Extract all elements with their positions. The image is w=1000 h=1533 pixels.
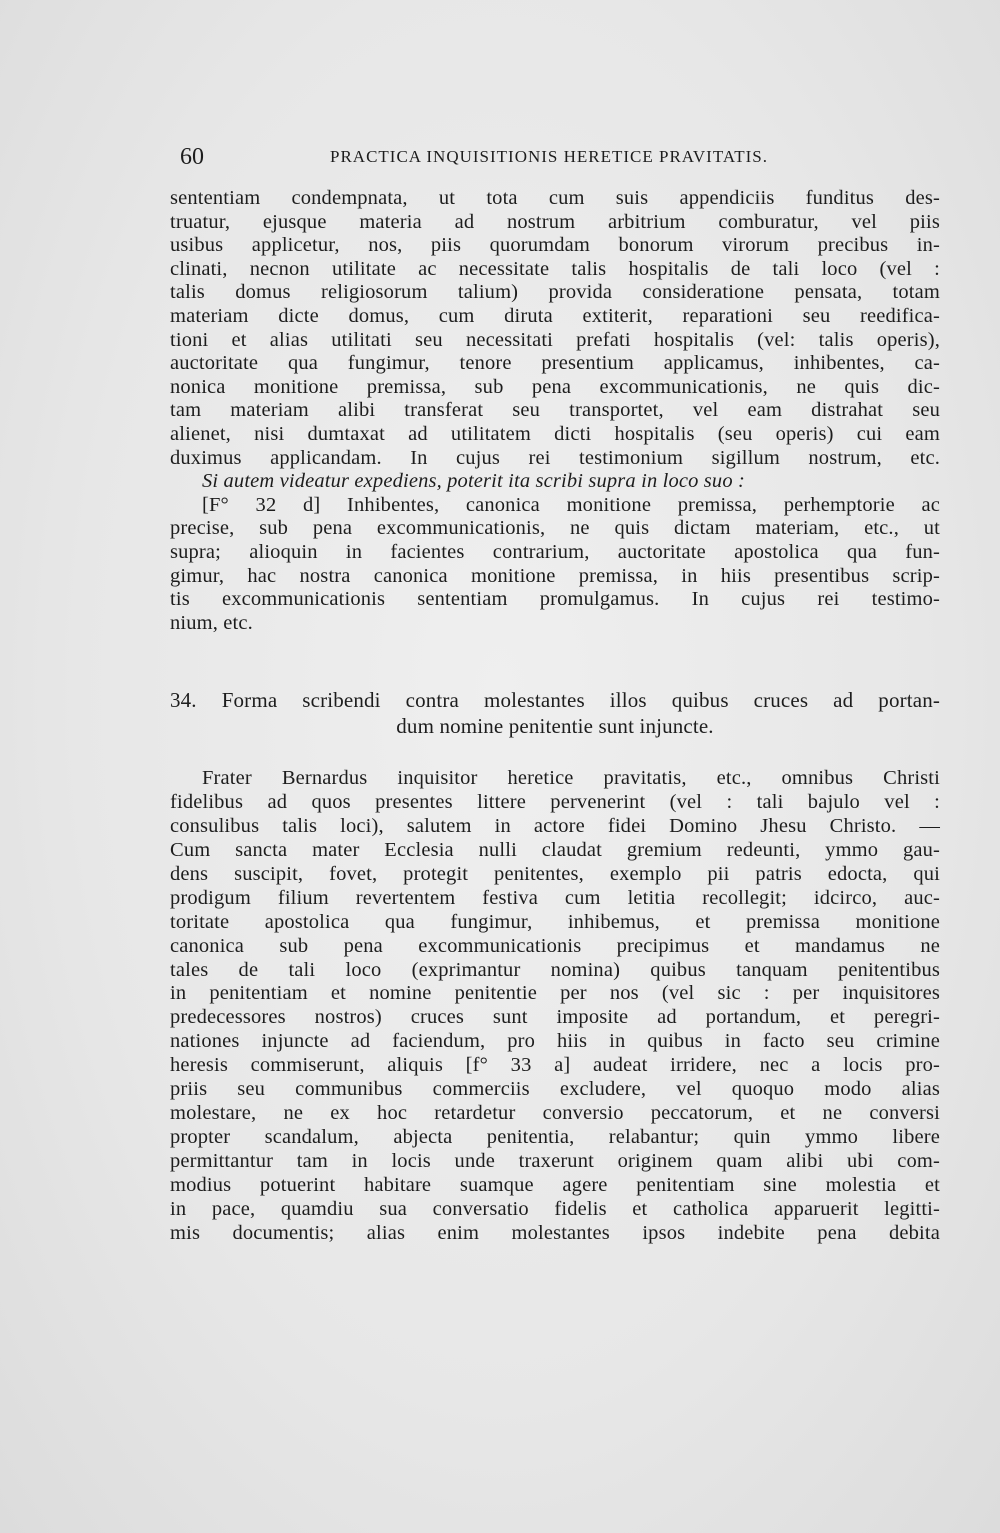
text-line: Frater Bernardus inquisitor heretice pravitatis, etc., omnibus Christi xyxy=(202,767,940,790)
text-line: propter scandalum, abjecta penitentia, relabantur; quin ymmo libere xyxy=(170,1125,940,1148)
running-title: PRACTICA INQUISITIONIS HERETICE PRAVITATIS. xyxy=(330,147,769,166)
text-line: precise, sub pena excommunicationis, ne quis dictam materiam, etc., ut xyxy=(170,517,940,540)
text-line: molestare, ne ex hoc retardetur conversio peccatorum, et ne conversi xyxy=(170,1101,940,1124)
text-line: truatur, ejusque materia ad nostrum arbitrium comburatur, vel piis xyxy=(170,210,940,233)
text-line: tis excommunicationis sententiam promulgamus. In cujus rei testimo- xyxy=(170,588,940,611)
text-line: in penitentiam et nomine penitentie per nos (vel sic : per inquisitores xyxy=(170,982,940,1005)
text-line: gimur, hac nostra canonica monitione premissa, in hiis presentibus scrip- xyxy=(170,564,940,587)
text-line: fidelibus ad quos presentes littere pervenerint (vel : tali bajulo vel : xyxy=(170,791,940,814)
text-line: supra; alioquin in facientes contrarium, auctoritate apostolica qua fun- xyxy=(170,540,940,563)
text-line: tales de tali loco (exprimantur nomina) quibus tanquam penitentibus xyxy=(170,958,940,981)
page-number: 60 xyxy=(180,144,204,170)
text-line: nium, etc. xyxy=(170,611,253,634)
text-line: auctoritate qua fungimur, tenore presentium applicamus, inhibentes, ca- xyxy=(170,352,940,375)
text-line: in pace, quamdiu sua conversatio fidelis et catholica apparuerit legitti- xyxy=(170,1197,940,1220)
section-gap xyxy=(170,635,940,687)
text-line: dens suscipit, fovet, protegit penitentes, exemplo pii patris edocta, qui xyxy=(170,862,940,885)
text-line: tam materiam alibi transferat seu transportet, vel eam distrahat seu xyxy=(170,399,940,422)
text-line: mis documentis; alias enim molestantes ipsos indebite pena debita xyxy=(170,1221,940,1244)
text-line: heresis commiserunt, aliquis [f° 33 a] audeat irridere, nec a locis pro- xyxy=(170,1054,940,1077)
section-heading xyxy=(170,687,940,739)
text-line: predecessores nostros) cruces sunt imposite ad portandum, et peregri- xyxy=(170,1006,940,1029)
paragraph-1 xyxy=(170,187,940,470)
text-line: [F° 32 d] Inhibentes, canonica monitione premissa, perhemptorie ac xyxy=(202,493,940,516)
text-line: usibus applicetur, nos, piis quorumdam bonorum virorum precibus in- xyxy=(170,234,940,257)
text-line: materiam dicte domus, cum diruta extiterit, reparationi seu reedifica- xyxy=(170,304,940,327)
paragraph-gap xyxy=(170,739,940,767)
text-line: canonica sub pena excommunicationis precipimus et mandamus ne xyxy=(170,934,940,957)
text-line: alienet, nisi dumtaxat ad utilitatem dicti hospitalis (seu operis) cui eam xyxy=(170,422,940,445)
text-line: clinati, necnon utilitate ac necessitate talis hospitalis de tali loco (vel : xyxy=(170,257,940,280)
text-line: Cum sancta mater Ecclesia nulli claudat gremium redeunti, ymmo gau- xyxy=(170,839,940,861)
text-line: nonica monitione premissa, sub pena excommunicationis, ne quis dic- xyxy=(170,375,940,398)
text-line: permittantur tam in locis unde traxerunt originem quam alibi ubi com- xyxy=(170,1149,940,1172)
text-line: nationes injuncte ad faciendum, pro hiis in quibus in facto seu crimine xyxy=(170,1030,940,1053)
text-line: toritate apostolica qua fungimur, inhibemus, et premissa monitione xyxy=(170,910,940,933)
text-line: tioni et alias utilitati seu necessitati prefati hospitalis (vel: talis operis), xyxy=(170,328,940,351)
heading-line: 34. Forma scribendi contra molestantes illos quibus cruces ad portan- xyxy=(170,688,940,713)
text-line: duximus applicandam. In cujus rei testimonium sigillum nostrum, etc. xyxy=(170,446,940,469)
text-line: priis seu communibus commerciis excludere, vel quoquo modo alias xyxy=(170,1078,940,1101)
text-line: prodigum filium revertentem festiva cum letitia recollegit; idcirco, auc- xyxy=(170,886,940,909)
text-line: talis domus religiosorum talium) provida consideratione pensata, totam xyxy=(170,281,940,304)
text-line: modius potuerint habitare suamque agere penitentiam sine molestia et xyxy=(170,1173,940,1196)
heading-line: dum nomine penitentie sunt injuncte. xyxy=(396,714,714,739)
page-header xyxy=(180,140,780,174)
text-line: sententiam condempnata, ut tota cum suis appendiciis funditus des- xyxy=(170,187,940,209)
italic-instruction: Si autem videatur expediens, poterit ita scribi supra in loco suo : xyxy=(202,470,745,493)
paragraph-3 xyxy=(170,767,940,1245)
paragraph-2 xyxy=(170,494,940,636)
text-line: consulibus talis loci), salutem in actore fidei Domino Jhesu Christo. — xyxy=(170,815,940,838)
body-text xyxy=(170,187,940,1245)
